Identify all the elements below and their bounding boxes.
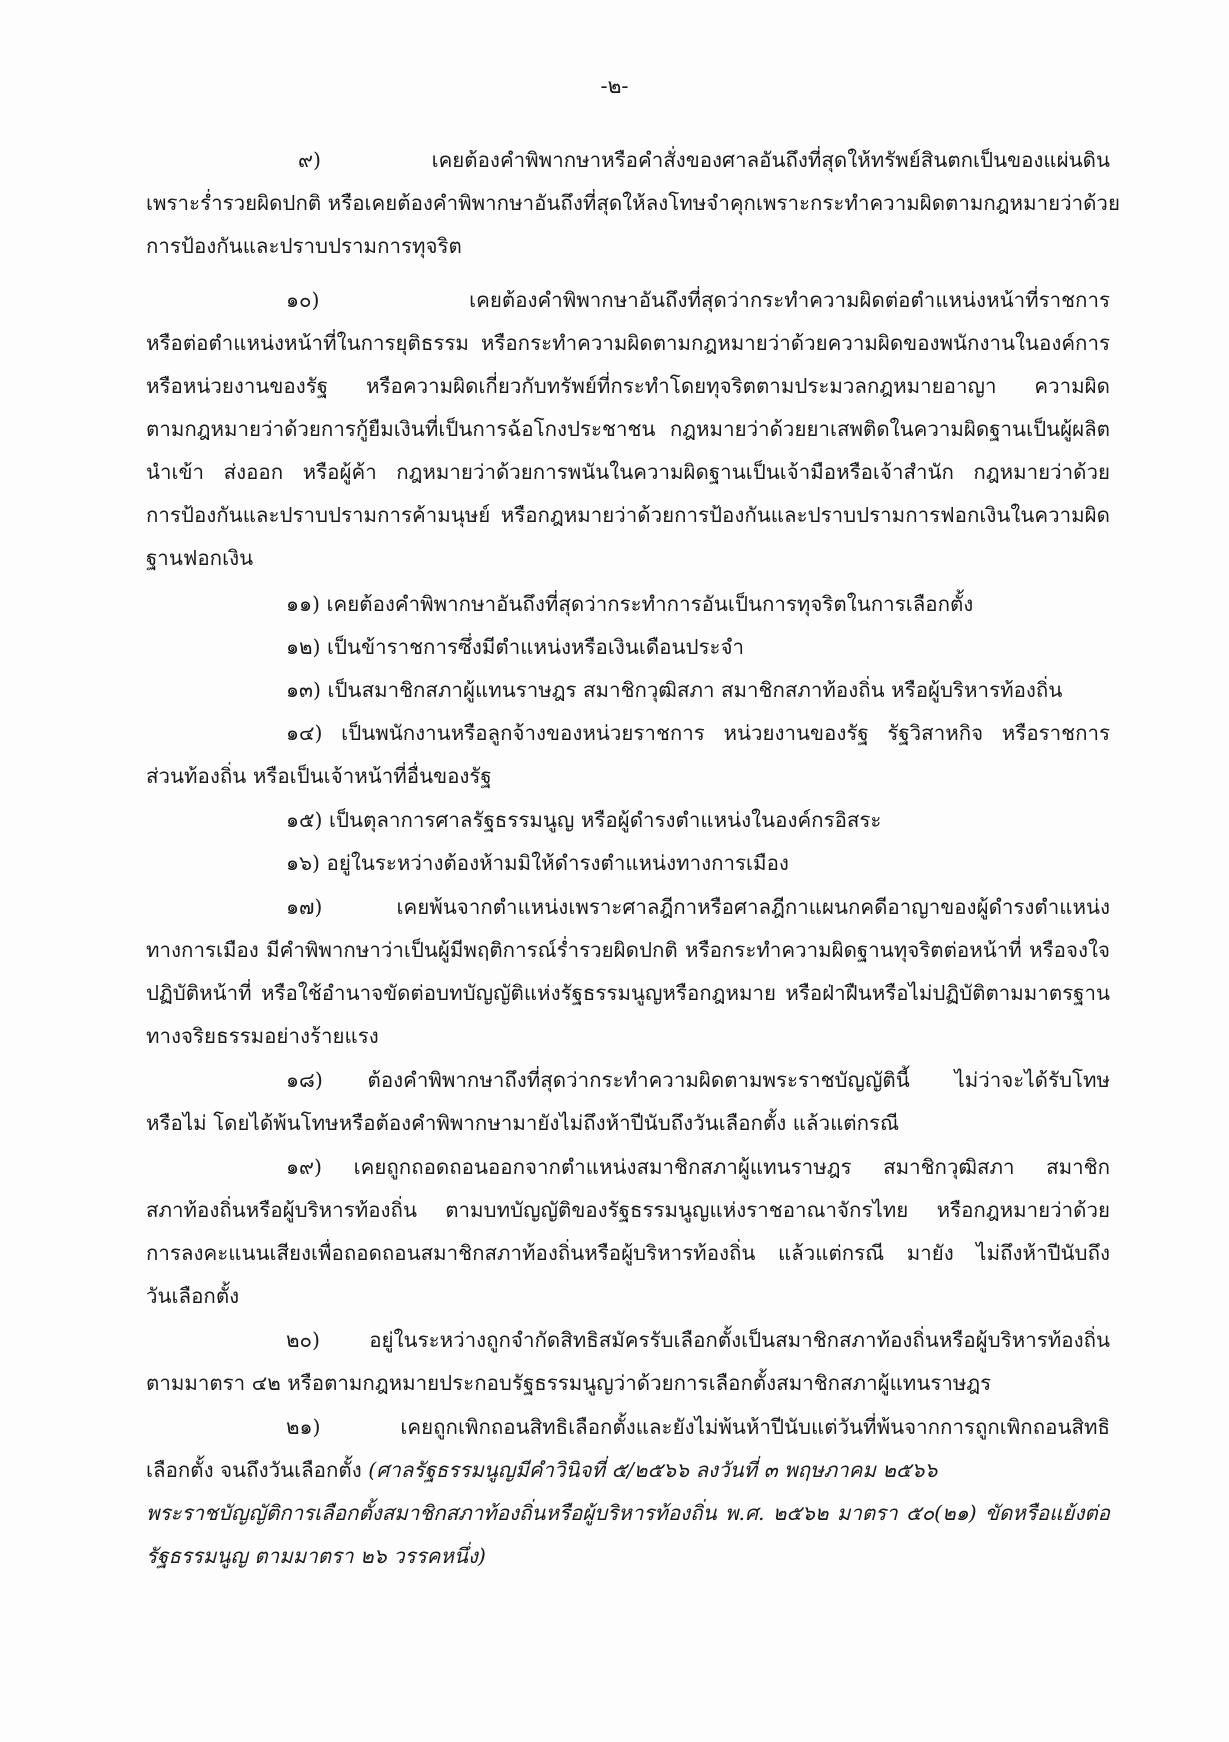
text-line: ๑๒) เป็นข้าราชการซึ่งมีตำแหน่งหรือเงินเดือนประจำ [286, 635, 745, 659]
text-line: ๙) เคยต้องคำพิพากษาหรือคำสั่งของศาลอันถึงที่สุดให้ทรัพย์สินตกเป็นของแผ่นดิน [298, 148, 1110, 172]
text-segment: เลือกตั้ง จนถึงวันเลือกตั้ง [146, 1458, 362, 1482]
text-line: การป้องกันและปราบปรามการค้ามนุษย์ หรือกฎหมายว่าด้วยการป้องกันและปราบปรามการฟอกเงินในความผิด [146, 503, 1110, 527]
text-line: เพราะร่ำรวยผิดปกติ หรือเคยต้องคำพิพากษาอันถึงที่สุดให้ลงโทษจำคุกเพราะกระทำความผิดตามกฎหมายว่าด้วย [146, 191, 1120, 215]
text-line: ๒๑) เคยถูกเพิกถอนสิทธิเลือกตั้งและยังไม่พ้นห้าปีนับแต่วันที่พ้นจากการถูกเพิกถอนสิทธิ [286, 1415, 1110, 1439]
text-line: การลงคะแนนเสียงเพื่อถอดถอนสมาชิกสภาท้องถิ่นหรือผู้บริหารท้องถิ่น แล้วแต่กรณี มายัง ไม่ถึงห้าปีนับถึง [146, 1241, 1110, 1265]
text-line: ตามกฎหมายว่าด้วยการกู้ยืมเงินที่เป็นการฉ้อโกงประชาชน กฎหมายว่าด้วยยาเสพติดในความผิดฐานเป็นผู้ผลิต [146, 417, 1110, 441]
text-line: ๑๑) เคยต้องคำพิพากษาอันถึงที่สุดว่ากระทำการอันเป็นการทุจริตในการเลือกตั้ง [286, 592, 974, 616]
court-ruling-note: พระราชบัญญัติการเลือกตั้งสมาชิกสภาท้องถิ่นหรือผู้บริหารท้องถิ่น พ.ศ. ๒๕๖๒ มาตรา ๕๐(๒๑) ขัดหรือแย้งต่อ [146, 1501, 1110, 1525]
text-line: ๑๐) เคยต้องคำพิพากษาอันถึงที่สุดว่ากระทำความผิดต่อตำแหน่งหน้าที่ราชการ [286, 288, 1110, 312]
text-line: นำเข้า ส่งออก หรือผู้ค้า กฎหมายว่าด้วยการพนันในความผิดฐานเป็นเจ้ามือหรือเจ้าสำนัก กฎหมายว่าด้วย [146, 460, 1110, 484]
text-line: ๑๗) เคยพ้นจากตำแหน่งเพราะศาลฎีกาหรือศาลฎีกาแผนกคดีอาญาของผู้ดำรงตำแหน่ง [286, 895, 1110, 919]
text-line: ๑๘) ต้องคำพิพากษาถึงที่สุดว่ากระทำความผิดตามพระราชบัญญัตินี้ ไม่ว่าจะได้รับโทษ [286, 1068, 1110, 1092]
text-line: วันเลือกตั้ง [146, 1284, 240, 1308]
text-line: หรือหน่วยงานของรัฐ หรือความผิดเกี่ยวกับทรัพย์ที่กระทำโดยทุจริตตามประมวลกฎหมายอาญา ความผิด [146, 374, 1110, 398]
text-line: ๑๓) เป็นสมาชิกสภาผู้แทนราษฎร สมาชิกวุฒิสภา สมาชิกสภาท้องถิ่น หรือผู้บริหารท้องถิ่น [286, 678, 1063, 702]
text-line: ๒๐) อยู่ในระหว่างถูกจำกัดสิทธิสมัครรับเลือกตั้งเป็นสมาชิกสภาท้องถิ่นหรือผู้บริหารท้องถิ่น [286, 1328, 1110, 1352]
text-line: ปฏิบัติหน้าที่ หรือใช้อำนาจขัดต่อบทบัญญัติแห่งรัฐธรรมนูญหรือกฎหมาย หรือฝ่าฝืนหรือไม่ปฏิบัติตามมาตรฐาน [146, 981, 1110, 1005]
text-line: ทางการเมือง มีคำพิพากษาว่าเป็นผู้มีพฤติการณ์ร่ำรวยผิดปกติ หรือกระทำความผิดฐานทุจริตต่อหน้าที่ หรือจงใจ [146, 938, 1110, 962]
text-line: ๑๙) เคยถูกถอดถอนออกจากตำแหน่งสมาชิกสภาผู้แทนราษฎร สมาชิกวุฒิสภา สมาชิก [286, 1155, 1110, 1179]
text-line: ทางจริยธรรมอย่างร้ายแรง [146, 1024, 379, 1048]
text-line: ส่วนท้องถิ่น หรือเป็นเจ้าหน้าที่อื่นของรัฐ [146, 764, 492, 788]
court-ruling-note: รัฐธรรมนูญ ตามมาตรา ๒๖ วรรคหนึ่ง) [146, 1544, 486, 1568]
text-line: ตามมาตรา ๔๒ หรือตามกฎหมายประกอบรัฐธรรมนูญว่าด้วยการเลือกตั้งสมาชิกสภาผู้แทนราษฎร [146, 1371, 992, 1395]
text-line: สภาท้องถิ่นหรือผู้บริหารท้องถิ่น ตามบทบัญญัติของรัฐธรรมนูญแห่งราชอาณาจักรไทย หรือกฎหมายว่าด้วย [146, 1198, 1110, 1222]
text-line: ฐานฟอกเงิน [146, 546, 254, 570]
page-number: -๒- [600, 74, 629, 98]
text-line: ๑๔) เป็นพนักงานหรือลูกจ้างของหน่วยราชการ หน่วยงานของรัฐ รัฐวิสาหกิจ หรือราชการ [286, 721, 1110, 745]
text-line-mixed [146, 1456, 1110, 1484]
text-line: หรือไม่ โดยได้พ้นโทษหรือต้องคำพิพากษามายังไม่ถึงห้าปีนับถึงวันเลือกตั้ง แล้วแต่กรณี [146, 1111, 900, 1135]
text-line: หรือต่อตำแหน่งหน้าที่ในการยุติธรรม หรือกระทำความผิดตามกฎหมายว่าด้วยความผิดของพนักงานในองค์การ [146, 331, 1110, 355]
court-ruling-note: (ศาลรัฐธรรมนูญมีคำวินิจที่ ๕/๒๕๖๖ ลงวันที่ ๓ พฤษภาคม ๒๕๖๖ [368, 1458, 938, 1482]
text-line: การป้องกันและปราบปรามการทุจริต [146, 234, 462, 258]
text-line: ๑๕) เป็นตุลาการศาลรัฐธรรมนูญ หรือผู้ดำรงตำแหน่งในองค์กรอิสระ [286, 808, 882, 832]
text-line: ๑๖) อยู่ในระหว่างต้องห้ามมิให้ดำรงตำแหน่งทางการเมือง [286, 851, 789, 875]
